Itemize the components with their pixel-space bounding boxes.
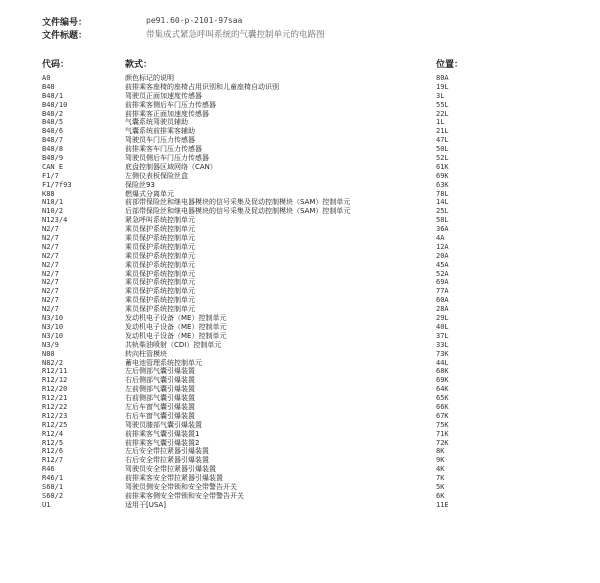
row-position: 78L bbox=[436, 189, 449, 198]
row-code: B48 bbox=[42, 82, 55, 91]
row-position: 6K bbox=[436, 491, 445, 500]
row-code: F1/7f93 bbox=[42, 180, 72, 189]
row-description: 右前侧部气囊引爆装置 bbox=[125, 394, 195, 403]
row-description: 乘员保护系统控制单元 bbox=[125, 234, 195, 243]
row-description: 乘员保护系统控制单元 bbox=[125, 260, 195, 269]
table-row bbox=[0, 367, 600, 376]
table-row bbox=[0, 421, 600, 430]
row-description: 乘员保护系统控制单元 bbox=[125, 278, 195, 287]
row-code: B48/9 bbox=[42, 154, 64, 163]
row-code: S68/1 bbox=[42, 482, 64, 491]
row-position: 69K bbox=[436, 171, 449, 180]
row-description: 驾驶员车门压力传感器 bbox=[125, 136, 195, 145]
table-row bbox=[0, 101, 600, 110]
table-row bbox=[0, 412, 600, 421]
row-code: R12/21 bbox=[42, 394, 68, 403]
row-position: 58L bbox=[436, 216, 449, 225]
row-position: 77A bbox=[436, 287, 449, 296]
row-position: 52L bbox=[436, 154, 449, 163]
table-row bbox=[0, 376, 600, 385]
table-row bbox=[0, 270, 600, 279]
row-description: 右后车窗气囊引爆装置 bbox=[125, 411, 195, 420]
table-row bbox=[0, 92, 600, 101]
table-row bbox=[0, 359, 600, 368]
row-description: 前排乘客安全带拉紧器引爆装置 bbox=[125, 474, 223, 483]
row-description: 左后侧部气囊引爆装置 bbox=[125, 367, 195, 376]
row-position: 5K bbox=[436, 482, 445, 491]
row-position: 55L bbox=[436, 100, 449, 109]
row-position: 37L bbox=[436, 331, 449, 340]
row-position: 28A bbox=[436, 305, 449, 314]
row-position: 12A bbox=[436, 242, 449, 251]
row-position: 52A bbox=[436, 269, 449, 278]
row-description: 前排乘客车门压力传感器 bbox=[125, 145, 202, 154]
table-row bbox=[0, 110, 600, 119]
row-code: N3/10 bbox=[42, 331, 64, 340]
table-row bbox=[0, 350, 600, 359]
row-code: S68/2 bbox=[42, 491, 64, 500]
row-code: N2/7 bbox=[42, 242, 59, 251]
row-code: N2/7 bbox=[42, 260, 59, 269]
table-row bbox=[0, 501, 600, 510]
row-description: 乘员保护系统控制单元 bbox=[125, 305, 195, 314]
row-code: N3/10 bbox=[42, 322, 64, 331]
table-row bbox=[0, 74, 600, 83]
row-description: 右后安全带拉紧器引爆装置 bbox=[125, 456, 209, 465]
row-code: R46/1 bbox=[42, 474, 64, 483]
row-code: N123/4 bbox=[42, 216, 68, 225]
row-position: 45A bbox=[436, 260, 449, 269]
row-code: K88 bbox=[42, 189, 55, 198]
row-code: R12/20 bbox=[42, 385, 68, 394]
column-header-pos: 位置： bbox=[436, 60, 464, 70]
row-description: 左后车窗气囊引爆装置 bbox=[125, 402, 195, 411]
row-description: 乘员保护系统控制单元 bbox=[125, 287, 195, 296]
row-description: 保险丝93 bbox=[125, 180, 155, 189]
row-description: 前排乘客侧后车门压力传感器 bbox=[125, 100, 216, 109]
row-position: 80A bbox=[436, 74, 449, 82]
table-row bbox=[0, 465, 600, 474]
row-code: N2/7 bbox=[42, 251, 59, 260]
row-code: N80 bbox=[42, 349, 55, 358]
row-code: N2/7 bbox=[42, 278, 59, 287]
row-description: 左侧仪表板保险丝盒 bbox=[125, 171, 188, 180]
row-code: N10/2 bbox=[42, 207, 64, 216]
row-position: 44L bbox=[436, 358, 449, 367]
row-position: 33L bbox=[436, 340, 449, 349]
row-description: 乘员保护系统控制单元 bbox=[125, 225, 195, 234]
row-description: 发动机电子设备（ME）控制单元 bbox=[125, 331, 227, 340]
table-row bbox=[0, 181, 600, 190]
row-position: 25L bbox=[436, 207, 449, 216]
row-description: 乘员保护系统控制单元 bbox=[125, 251, 195, 260]
column-header-desc: 款式： bbox=[125, 60, 153, 70]
table-row bbox=[0, 225, 600, 234]
doc-number-value: pe91.60-p-2101-97saa bbox=[146, 16, 243, 25]
row-code: R12/11 bbox=[42, 367, 68, 376]
row-position: 4K bbox=[436, 465, 445, 474]
row-code: N2/7 bbox=[42, 225, 59, 234]
table-row bbox=[0, 323, 600, 332]
table-row bbox=[0, 216, 600, 225]
row-position: 20A bbox=[436, 251, 449, 260]
row-description: 前排乘客正面加速度传感器 bbox=[125, 109, 209, 118]
row-code: N10/1 bbox=[42, 198, 64, 207]
row-position: 22L bbox=[436, 109, 449, 118]
row-code: R12/6 bbox=[42, 447, 64, 456]
row-position: 9K bbox=[436, 456, 445, 465]
row-description: 发动机电子设备（ME）控制单元 bbox=[125, 322, 227, 331]
table-row bbox=[0, 252, 600, 261]
row-position: 64K bbox=[436, 385, 449, 394]
table-row bbox=[0, 243, 600, 252]
doc-title-value: 带集成式紧急呼叫系统的气囊控制单元的电路图 bbox=[146, 30, 325, 40]
row-description: 颜色标记的说明 bbox=[125, 74, 174, 82]
row-description: 乘员保护系统控制单元 bbox=[125, 242, 195, 251]
row-position: 1L bbox=[436, 118, 445, 127]
row-position: 8K bbox=[436, 447, 445, 456]
row-code: B48/8 bbox=[42, 145, 64, 154]
row-position: 69A bbox=[436, 278, 449, 287]
row-position: 73K bbox=[436, 349, 449, 358]
row-description: 转向柱管模块 bbox=[125, 349, 167, 358]
table-row bbox=[0, 341, 600, 350]
row-code: B48/5 bbox=[42, 118, 64, 127]
row-description: 气囊系统前排乘客辅助 bbox=[125, 127, 195, 136]
row-description: 驾驶员正面加速度传感器 bbox=[125, 91, 202, 100]
row-position: 3L bbox=[436, 91, 445, 100]
row-position: 68K bbox=[436, 367, 449, 376]
row-code: N2/7 bbox=[42, 269, 59, 278]
row-code: B48/1 bbox=[42, 91, 64, 100]
row-description: 乘员保护系统控制单元 bbox=[125, 296, 195, 305]
component-table bbox=[0, 74, 600, 510]
row-description: 前排乘客座椅的座椅占用识别和儿童座椅自动识别 bbox=[125, 82, 279, 91]
row-position: 40L bbox=[436, 322, 449, 331]
table-row bbox=[0, 172, 600, 181]
row-position: 69K bbox=[436, 376, 449, 385]
row-description: 气囊系统驾驶员辅助 bbox=[125, 118, 188, 127]
row-code: A0 bbox=[42, 74, 51, 82]
table-row bbox=[0, 332, 600, 341]
row-code: N82/2 bbox=[42, 358, 64, 367]
table-row bbox=[0, 207, 600, 216]
table-row bbox=[0, 483, 600, 492]
row-position: 21L bbox=[436, 127, 449, 136]
row-description: 底盘控制器区域网络（CAN） bbox=[125, 162, 217, 171]
row-description: 共轨柴油喷射（CDI）控制单元 bbox=[125, 340, 222, 349]
row-description: 前排乘客气囊引爆装置1 bbox=[125, 429, 200, 438]
row-position: 11E bbox=[436, 500, 449, 509]
row-code: N2/7 bbox=[42, 296, 59, 305]
table-row bbox=[0, 385, 600, 394]
table-row bbox=[0, 430, 600, 439]
row-code: R12/7 bbox=[42, 456, 64, 465]
row-position: 61K bbox=[436, 162, 449, 171]
row-code: N2/7 bbox=[42, 287, 59, 296]
row-description: 发动机电子设备（ME）控制单元 bbox=[125, 314, 227, 323]
row-description: 驾驶员侧安全带锁和安全带警告开关 bbox=[125, 482, 237, 491]
row-code: B48/6 bbox=[42, 127, 64, 136]
row-description: 后部带保险丝和继电器模块的信号采集及促动控制模块（SAM）控制单元 bbox=[125, 207, 351, 216]
table-row bbox=[0, 163, 600, 172]
row-code: R12/5 bbox=[42, 438, 64, 447]
table-row bbox=[0, 145, 600, 154]
row-code: R12/22 bbox=[42, 402, 68, 411]
table-row bbox=[0, 439, 600, 448]
table-row bbox=[0, 278, 600, 287]
row-position: 7K bbox=[436, 474, 445, 483]
row-code: R12/12 bbox=[42, 376, 68, 385]
row-code: F1/7 bbox=[42, 171, 59, 180]
table-row bbox=[0, 118, 600, 127]
row-position: 14L bbox=[436, 198, 449, 207]
table-row bbox=[0, 154, 600, 163]
table-row bbox=[0, 456, 600, 465]
table-row bbox=[0, 305, 600, 314]
row-description: 蓄电池管理系统控制单元 bbox=[125, 358, 202, 367]
row-position: 67K bbox=[436, 411, 449, 420]
table-row bbox=[0, 83, 600, 92]
row-code: R12/25 bbox=[42, 420, 68, 429]
row-code: CAN E bbox=[42, 162, 64, 171]
table-row bbox=[0, 492, 600, 501]
row-description: 驾驶员侧后车门压力传感器 bbox=[125, 154, 209, 163]
row-position: 29L bbox=[436, 314, 449, 323]
table-row bbox=[0, 296, 600, 305]
row-code: N2/7 bbox=[42, 234, 59, 243]
row-description: 适用于[USA] bbox=[125, 500, 166, 509]
table-row bbox=[0, 136, 600, 145]
row-description: 前排乘客气囊引爆装置2 bbox=[125, 438, 200, 447]
table-row bbox=[0, 261, 600, 270]
row-position: 4A bbox=[436, 234, 445, 243]
table-row bbox=[0, 234, 600, 243]
row-code: R46 bbox=[42, 465, 55, 474]
row-description: 前排乘客侧安全带锁和安全带警告开关 bbox=[125, 491, 244, 500]
row-code: N2/7 bbox=[42, 305, 59, 314]
doc-title-label: 文件标题： bbox=[42, 31, 88, 41]
row-position: 47L bbox=[436, 136, 449, 145]
column-header-code: 代码： bbox=[42, 60, 70, 70]
row-description: 前部带保险丝和继电器模块的信号采集及促动控制模块（SAM）控制单元 bbox=[125, 198, 351, 207]
row-description: 右后侧部气囊引爆装置 bbox=[125, 376, 195, 385]
table-row bbox=[0, 474, 600, 483]
row-description: 驾驶员安全带拉紧器引爆装置 bbox=[125, 465, 216, 474]
row-description: 燃爆式分离单元 bbox=[125, 189, 174, 198]
row-position: 36A bbox=[436, 225, 449, 234]
row-code: N3/10 bbox=[42, 314, 64, 323]
table-row bbox=[0, 127, 600, 136]
row-description: 左后安全带拉紧器引爆装置 bbox=[125, 447, 209, 456]
row-position: 66K bbox=[436, 402, 449, 411]
row-description: 乘员保护系统控制单元 bbox=[125, 269, 195, 278]
table-row bbox=[0, 314, 600, 323]
row-position: 63K bbox=[436, 180, 449, 189]
row-code: R12/23 bbox=[42, 411, 68, 420]
row-position: 19L bbox=[436, 82, 449, 91]
row-code: B48/10 bbox=[42, 100, 68, 109]
row-position: 60A bbox=[436, 296, 449, 305]
table-row bbox=[0, 447, 600, 456]
row-position: 71K bbox=[436, 429, 449, 438]
row-code: R12/4 bbox=[42, 429, 64, 438]
table-row bbox=[0, 287, 600, 296]
row-position: 65K bbox=[436, 394, 449, 403]
row-code: B48/7 bbox=[42, 136, 64, 145]
row-code: U1 bbox=[42, 500, 51, 509]
table-row bbox=[0, 394, 600, 403]
row-description: 驾驶员膝部气囊引爆装置 bbox=[125, 420, 202, 429]
row-position: 72K bbox=[436, 438, 449, 447]
row-description: 紧急呼叫系统控制单元 bbox=[125, 216, 195, 225]
row-position: 50L bbox=[436, 145, 449, 154]
row-code: B48/2 bbox=[42, 109, 64, 118]
row-description: 左前侧部气囊引爆装置 bbox=[125, 385, 195, 394]
row-position: 75K bbox=[436, 420, 449, 429]
table-row bbox=[0, 403, 600, 412]
doc-number-label: 文件编号： bbox=[42, 18, 88, 28]
row-code: N3/9 bbox=[42, 340, 59, 349]
